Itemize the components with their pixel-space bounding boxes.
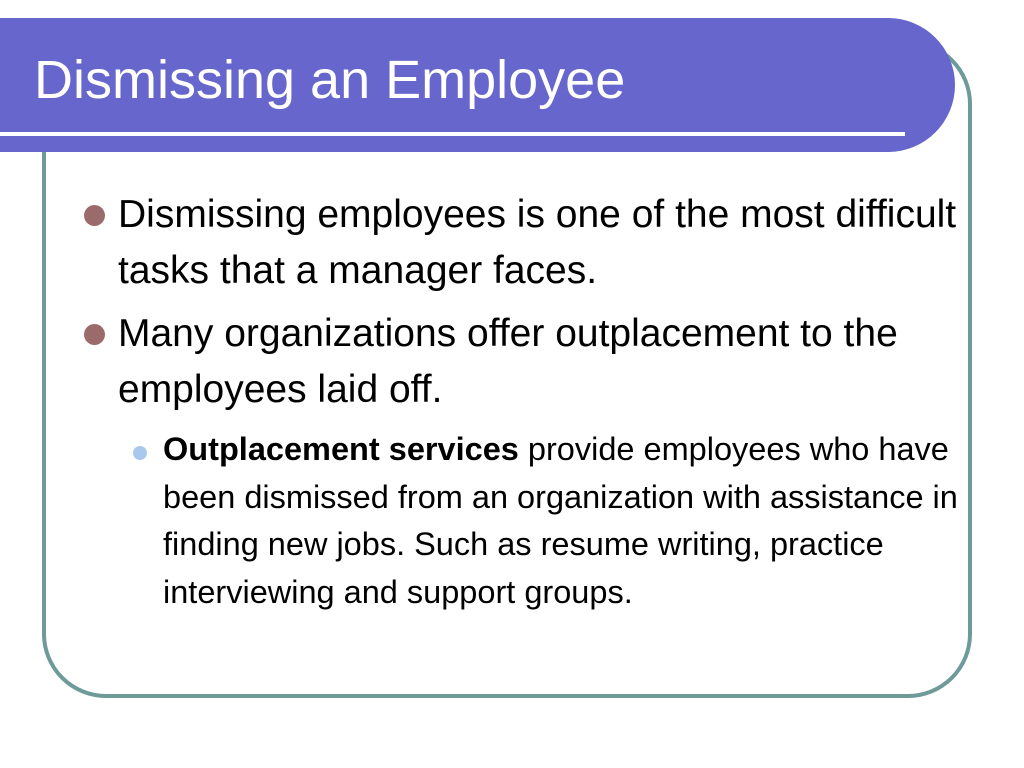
- slide-title: Dismissing an Employee: [34, 50, 626, 110]
- sub-bullet-item: [163, 426, 963, 616]
- sub-bullet-dot: [133, 446, 147, 460]
- bullet-dot: [84, 205, 105, 226]
- bullet-item: Dismissing employees is one of the most difficult tasks that a manager faces.: [118, 193, 957, 292]
- bullet-dot: [84, 324, 105, 345]
- sub-bullet-term: Outplacement services: [163, 431, 519, 467]
- bullet-item: Many organizations offer outplacement to the employees laid off.: [118, 312, 898, 411]
- sub-bullet-text: provide employees who have been dismissed from an organization with assistance in finding new jobs. Such as resume writing, practice interviewing and support groups.: [163, 431, 958, 610]
